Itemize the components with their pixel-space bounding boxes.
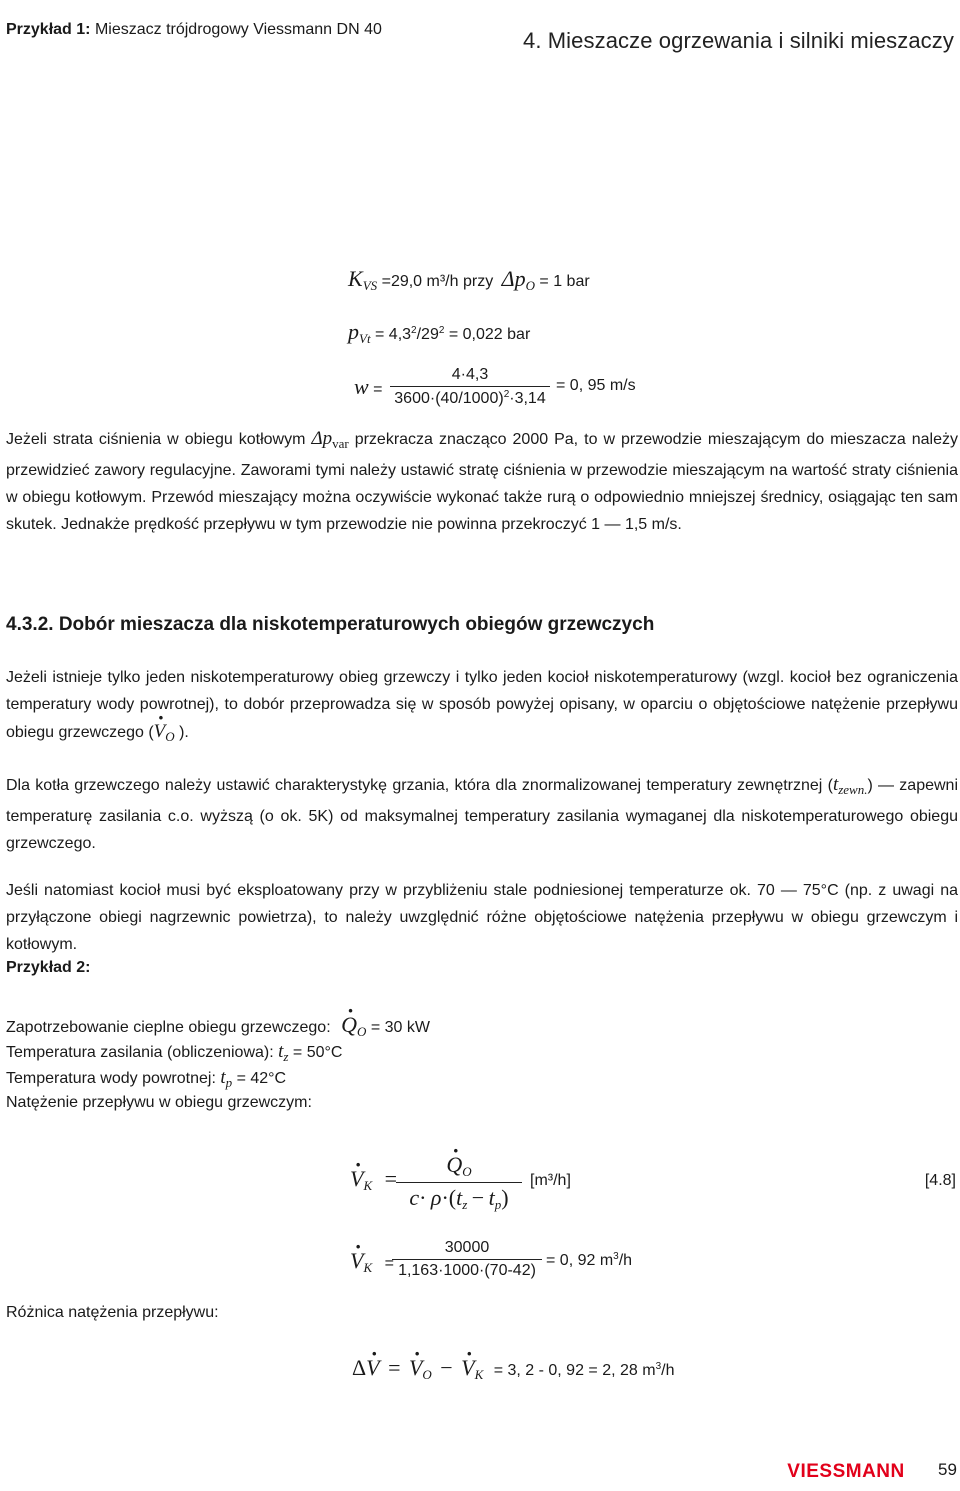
pvt-eq-c: = 0,022 bar bbox=[444, 326, 531, 343]
pvt-subscript: Vt bbox=[359, 331, 371, 346]
paragraph-raised-temperature: Jeśli natomiast kocioł musi być eksploatowany przy w przybliżeniu stale podniesionej temperaturze ok. 70 — 75°C (np. z uwagi na przyłączone obiegi nagrzewnic powietrza), to należy uwzględnić różne objętościowe natężenia przepływu w obiegu grzewczym i kotłowym. bbox=[6, 882, 958, 953]
example2-line-return-temp: Temperatura wody powrotnej: $t_p = 42^\circ C$ bbox=[6, 1067, 287, 1090]
kvs-formula bbox=[348, 266, 590, 294]
pvt-eq-b: /29 bbox=[416, 326, 439, 343]
dp-var-subscript: var bbox=[332, 436, 349, 451]
formula48-denominator: $c\cdot \rho\cdot(t_z - t_p)$ bbox=[409, 1185, 509, 1212]
formula48-number: [4.8] bbox=[924, 1172, 956, 1189]
calc-result: = 0, 92 $m^3/h$ bbox=[546, 1251, 633, 1269]
paragraph-single-circuit: Jeżeli istnieje tylko jeden niskotemperaturowy obieg grzewczy i tylko jeden kocioł niskotemperaturowy (wzgl. kocioł bez ograniczenia temperatury wody powrotnej), to dobór przeprowadza się w sposób powyżej opisany, w oparciu o objętościowe natężenie przepływu obiegu grzewczego (· $V_O$ ). bbox=[6, 664, 958, 750]
dp-subscript: O bbox=[525, 278, 535, 293]
pvt-symbol: p bbox=[348, 319, 359, 344]
w-symbol: w bbox=[354, 374, 369, 399]
w-numerator: 4·4,3 bbox=[451, 366, 489, 383]
example1-title: Mieszacz trójdrogowy Viessmann DN 40 bbox=[94, 21, 382, 38]
section-heading: 4.3.2. Dobór mieszacza dla niskotemperaturowych obiegów grzewczych bbox=[6, 614, 655, 635]
dp-var-symbol: Δp bbox=[311, 428, 333, 449]
calc-lhs: · $V_K$ = bbox=[350, 1248, 394, 1276]
kvs-symbol: K bbox=[348, 266, 363, 291]
w-fraction bbox=[390, 366, 550, 408]
paragraph-heating-curve: Dla kotła grzewczego należy ustawić charakterystykę grzania, która dla znormalizowanej temperatury zewnętrznej $(t_{zewn.})$ — zapewni temperaturę zasilania c.o. wyższą (o ok. 5K) od maksymalnej temperatury zasilania wymaganej dla niskotemperaturowego obiegu grzewczego. bbox=[6, 774, 959, 852]
formula48-numerator: · $Q_O$ bbox=[396, 1152, 522, 1180]
formula48-unit: [m³/h] bbox=[530, 1172, 571, 1189]
page-number: 59 bbox=[938, 1460, 957, 1479]
w-result: = 0, 95 m/s bbox=[556, 377, 636, 394]
dp-symbol: Δp bbox=[501, 266, 526, 291]
viessmann-logo bbox=[784, 1459, 908, 1481]
pvt-formula: $p_{Vt} = 4,3^2/29^2 = 0,022$ bar bbox=[348, 319, 531, 346]
example1-heading bbox=[6, 21, 382, 39]
brand-text: VIESSMANN bbox=[787, 1461, 905, 1481]
kvs-text: =29,0 m³/h przy bbox=[381, 273, 494, 290]
example2-line-supply-temp: Temperatura zasilania (obliczeniowa): $t_z = 50^\circ C$ bbox=[6, 1041, 343, 1064]
v-o-symbol: · V bbox=[154, 718, 166, 745]
example1-label: Przykład 1: bbox=[6, 21, 91, 38]
w-formula-lhs bbox=[354, 374, 382, 400]
pvt-eq-a: = 4,3 bbox=[375, 326, 412, 343]
example2-label: Przykład 2: bbox=[6, 959, 91, 976]
difference-label: Różnica natężenia przepływu: bbox=[6, 1304, 219, 1321]
w-eq: = bbox=[373, 381, 383, 398]
calc-numerator: 30000 bbox=[444, 1239, 490, 1256]
example2-line-flow: Natężenie przepływu w obiegu grzewczym: bbox=[6, 1094, 312, 1111]
q-o-symbol: · Q bbox=[341, 1012, 357, 1038]
calc-denominator: 1,163·1000·(70-42) bbox=[398, 1262, 536, 1279]
difference-formula: Δ· V = · $V_O$ − · $V_K = 3$, 2 - 0, 92 = 2, 28 $m^3/h$ bbox=[352, 1355, 674, 1383]
paragraph-pressure-loss: Jeżeli strata ciśnienia w obiegu kotłowym $\Delta p_{var}$ przekracza znacząco 2000 Pa, to w przewodzie mieszającym do mieszacza należy przewidzieć zawory regulacyjne. Zaworami tymi należy ustawić stratę ciśnienia w przewodzie mieszającym na wartość straty ciśnienia w obiegu kotłowym. Przewód mieszający można oczywiście wykonać także rurą o odpowiednio mniejszej średnicy, osiągając ten sam skutek. Jednakże prędkość przepływu w tym przewodzie nie powinna przekroczyć 1 — 1,5 m/s. bbox=[6, 428, 959, 533]
t-zewn-symbol: t bbox=[832, 774, 839, 795]
formula48-fraction bbox=[396, 1152, 522, 1213]
example2-line-heat-demand: Zapotrzebowanie cieplne obiegu grzewczego: · $Q_O = 30$ kW bbox=[6, 1012, 430, 1040]
w-denominator: $3600\cdot(40/1000)^2\cdot 3,14$ bbox=[394, 389, 546, 407]
page-header-title: 4. Mieszacze ogrzewania i silniki mieszaczy bbox=[522, 28, 954, 53]
kvs-subscript: VS bbox=[362, 278, 378, 293]
formula48-lhs: · $V_K$ = bbox=[350, 1166, 397, 1194]
dp-value: = 1 bar bbox=[539, 273, 590, 290]
calc-fraction bbox=[392, 1239, 542, 1280]
